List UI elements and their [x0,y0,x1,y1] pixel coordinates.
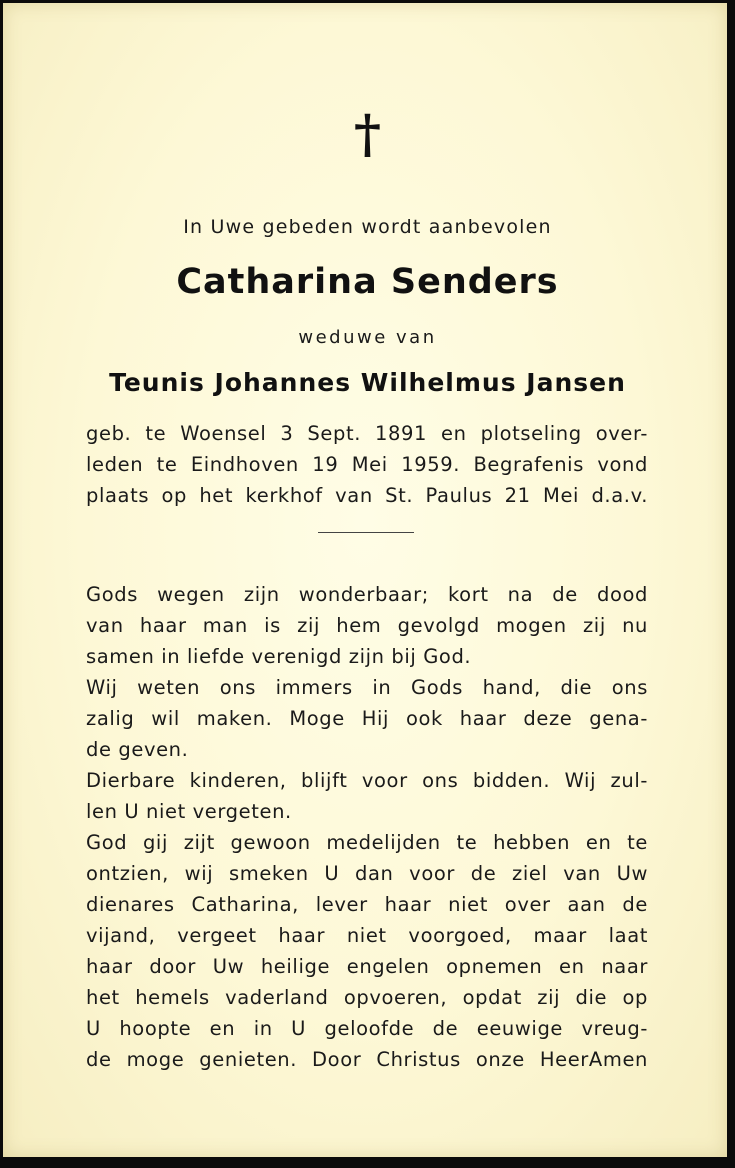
prayer-line: samen in liefde verenigd zijn bij God. [86,645,472,668]
prayer-line: de moge genieten. Door Christus onze HeerAmen [86,1048,648,1071]
intro-line: In Uwe gebeden wordt aanbevolen [183,216,552,238]
prayer-line: haar door Uw heilige engelen opnemen en naar [86,955,648,978]
biography-paragraph [86,418,648,511]
prayer-line: len U niet vergeten. [86,800,292,823]
prayer-line: Wij weten ons immers in Gods hand, die ons [86,676,648,699]
cross-icon: † [353,104,382,165]
prayer-line: van haar man is zij hem gevolgd mogen zij nu [86,614,648,637]
prayer-line: Gods wegen zijn wonderbaar; kort na de dood [86,583,648,606]
biography-line: plaats op het kerkhof van St. Paulus 21 Mei d.a.v. [86,484,648,507]
prayer-line: Dierbare kinderen, blijft voor ons bidden. Wij zul- [86,769,648,792]
divider-line [318,532,414,533]
prayer-line: God gij zijt gewoon medelijden te hebben en te [86,831,648,854]
prayer-line: de geven. [86,738,189,761]
prayer-line: zalig wil maken. Moge Hij ook haar deze gena- [86,707,648,730]
widow-of-line: weduwe van [298,327,437,348]
prayer-text [86,579,648,1075]
prayer-line: vijand, vergeet haar niet voorgoed, maar laat [86,924,648,947]
prayer-line: het hemels vaderland opvoeren, opdat zij die op [86,986,648,1009]
deceased-name: Catharina Senders [176,262,559,302]
husband-name: Teunis Johannes Wilhelmus Jansen [109,368,626,397]
prayer-line: U hoopte en in U geloofde de eeuwige vreug- [86,1017,648,1040]
prayer-line: dienares Catharina, lever haar niet over aan de [86,893,648,916]
biography-line: geb. te Woensel 3 Sept. 1891 en plotseling over- [86,422,648,445]
biography-line: leden te Eindhoven 19 Mei 1959. Begrafenis vond [86,453,648,476]
prayer-line: ontzien, wij smeken U dan voor de ziel van Uw [86,862,648,885]
